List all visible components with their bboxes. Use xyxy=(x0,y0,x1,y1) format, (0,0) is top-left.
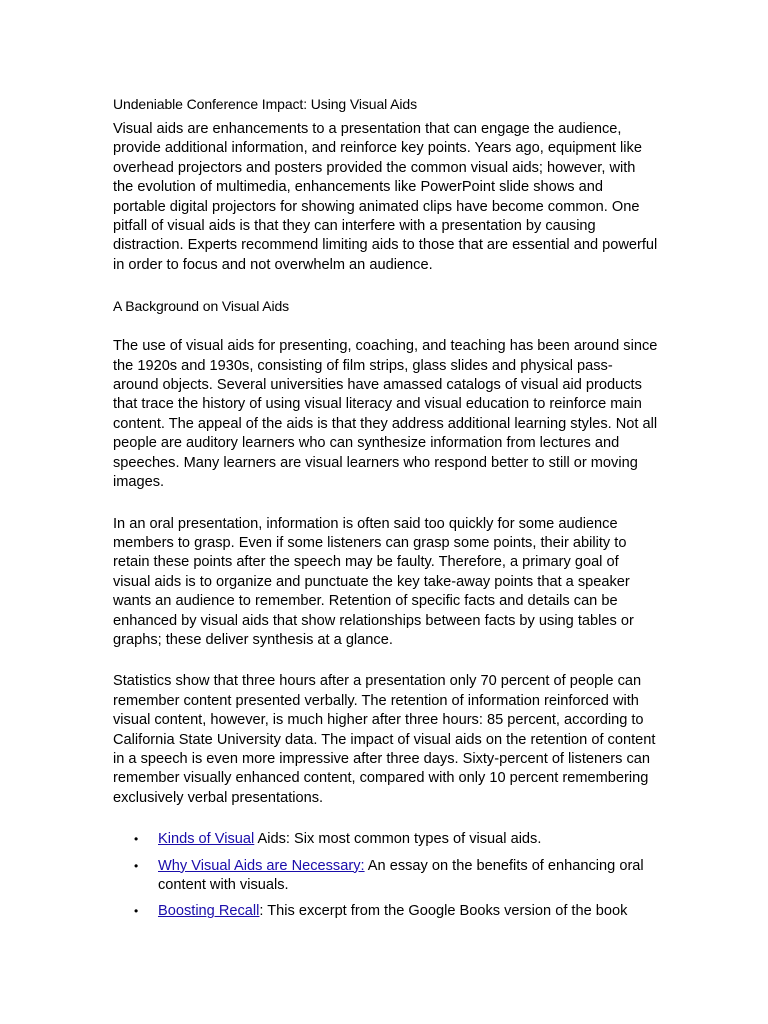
body-paragraph: Statistics show that three hours after a presentation only 70 percent of people can remember content presented verbally. The retention of information reinforced with visual content, however, is much higher after three hours: 85 percent, according to California State University data. The impact of visual aids on the retention of content in a speech is even more impressive after three days. Sixty-percent of listeners can remember visually enhanced content, compared with only 10 percent remembering exclusively verbal presentations. xyxy=(113,673,656,806)
document-title: Undeniable Conference Impact: Using Visual Aids xyxy=(113,96,417,112)
list-item xyxy=(113,902,658,921)
link-kinds-of-visual-aids[interactable]: Kinds of Visual xyxy=(158,831,255,848)
list-item-description: : This excerpt from the Google Books version of the book xyxy=(259,903,628,920)
document-page xyxy=(113,95,658,929)
link-why-visual-aids-necessary[interactable]: Why Visual Aids are Necessary: xyxy=(158,857,365,874)
intro-paragraph: Visual aids are enhancements to a presentation that can engage the audience, provide additional information, and reinforce key points. Years ago, equipment like overhead projectors and posters provided the common visual aids; however, with the evolution of multimedia, enhancements like PowerPoint slide shows and portable digital projectors for showing animated clips have become common. One pitfall of visual aids is that they can interfere with a presentation by causing distraction. Experts recommend limiting aids to those that are essential and powerful in order to focus and not overwhelm an audience. xyxy=(113,121,658,273)
section-heading: A Background on Visual Aids xyxy=(113,298,290,315)
bullet-icon: • xyxy=(134,832,139,847)
link-boosting-recall[interactable]: Boosting Recall xyxy=(158,903,260,920)
list-item xyxy=(113,857,658,896)
list-item-description: Aids: Six most common types of visual aids. xyxy=(254,831,542,848)
list-item xyxy=(113,830,658,849)
body-paragraph: In an oral presentation, information is often said too quickly for some audience members to grasp. Even if some listeners can grasp some points, their ability to retain these points after the speech may be faulty. Therefore, a primary goal of visual aids is to organize and punctuate the key take-away points that a speaker wants an audience to remember. Retention of specific facts and details can be enhanced by visual aids that show relationships between facts by using tables or graphs; these deliver synthesis at a glance. xyxy=(113,515,634,648)
bullet-icon: • xyxy=(134,904,139,919)
body-paragraph: The use of visual aids for presenting, coaching, and teaching has been around since the 1920s and 1930s, consisting of film strips, glass slides and physical pass-around objects. Several universities have amassed catalogs of visual aid products that trace the history of using visual literacy and visual education to reinforce main content. The appeal of the aids is that they address additional learning styles. Not all people are auditory learners who can synthesize information from lectures and speeches. Many learners are visual learners who respond better to still or moving images. xyxy=(113,338,658,491)
bullet-icon: • xyxy=(134,858,139,873)
resource-links-list xyxy=(113,830,658,922)
list-item-description: An essay on the benefits of enhancing oral content with visuals. xyxy=(158,857,644,893)
